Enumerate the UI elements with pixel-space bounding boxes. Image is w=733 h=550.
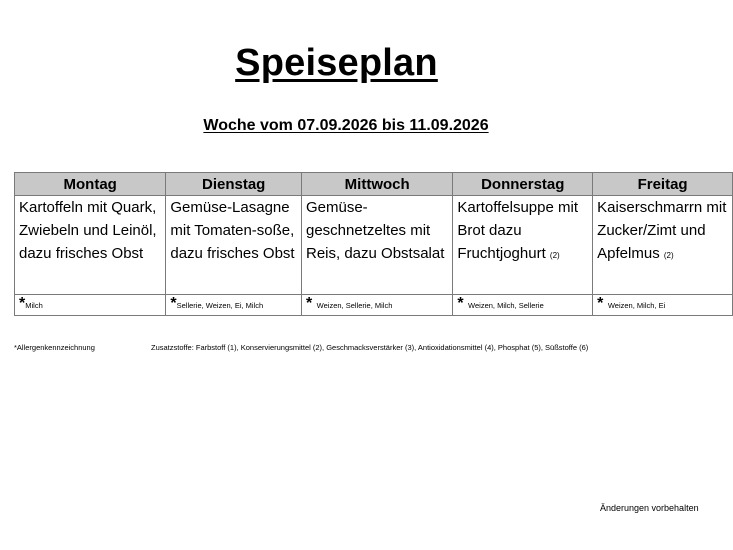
allergen-marker: * (19, 295, 26, 312)
meal-wednesday (301, 196, 452, 295)
meal-tuesday (166, 196, 302, 295)
day-header-tuesday: Dienstag (166, 173, 302, 196)
day-header-monday: Montag (15, 173, 166, 196)
allergen-marker: * (597, 295, 604, 312)
day-header-thursday: Donnerstag (453, 173, 593, 196)
day-header-wednesday: Mittwoch (301, 173, 452, 196)
day-header-row (15, 173, 733, 196)
meal-thursday (453, 196, 593, 295)
allergens-wednesday (301, 295, 452, 316)
week-range: Woche vom 07.09.2026 bis 11.09.2026 (203, 117, 489, 134)
meal-row (15, 196, 733, 295)
allergens-thursday (453, 295, 593, 316)
allergen-marker: * (305, 295, 313, 312)
allergens-monday (15, 295, 166, 316)
meal-dish: Kartoffelsuppe mit Brot dazu Fruchtjoghurt (457, 199, 578, 262)
allergen-legend: *Allergenkennzeichnung (14, 343, 95, 352)
additive-note: (2) (549, 251, 560, 260)
allergen-list: Sellerie, Weizen, Ei, Milch (176, 301, 264, 310)
allergen-row (15, 295, 733, 316)
allergens-tuesday (166, 295, 302, 316)
meal-dish: Kartoffeln mit Quark, Zwiebeln und Leinöl, dazu frisches Obst (19, 199, 157, 262)
disclaimer: Änderungen vorbehalten (600, 503, 699, 513)
meal-dish: Gemüse-geschnetzeltes mit Reis, dazu Obstsalat (305, 199, 445, 262)
allergen-marker: * (457, 295, 464, 312)
additives-legend: Zusatzstoffe: Farbstoff (1), Konservierungsmittel (2), Geschmacksverstärker (3), Antioxidationsmittel (4), Phosphat (5), Süßstoffe (6) (151, 343, 589, 352)
meal-monday (15, 196, 166, 295)
allergen-list: Milch (25, 301, 43, 310)
allergens-friday (593, 295, 733, 316)
additive-note: (2) (663, 251, 674, 260)
allergen-marker: * (170, 295, 177, 312)
allergen-list: Weizen, Milch, Sellerie (468, 301, 544, 310)
meal-dish: Kaiserschmarrn mit Zucker/Zimt und Apfelmus (597, 199, 727, 262)
meal-friday (593, 196, 733, 295)
menu-table (14, 172, 733, 316)
allergen-list: Weizen, Milch, Ei (607, 301, 666, 310)
meal-dish: Gemüse-Lasagne mit Tomaten-soße, dazu frisches Obst (170, 199, 295, 262)
day-header-friday: Freitag (593, 173, 733, 196)
allergen-list: Weizen, Sellerie, Milch (316, 301, 393, 310)
page-title: Speiseplan (235, 42, 438, 84)
